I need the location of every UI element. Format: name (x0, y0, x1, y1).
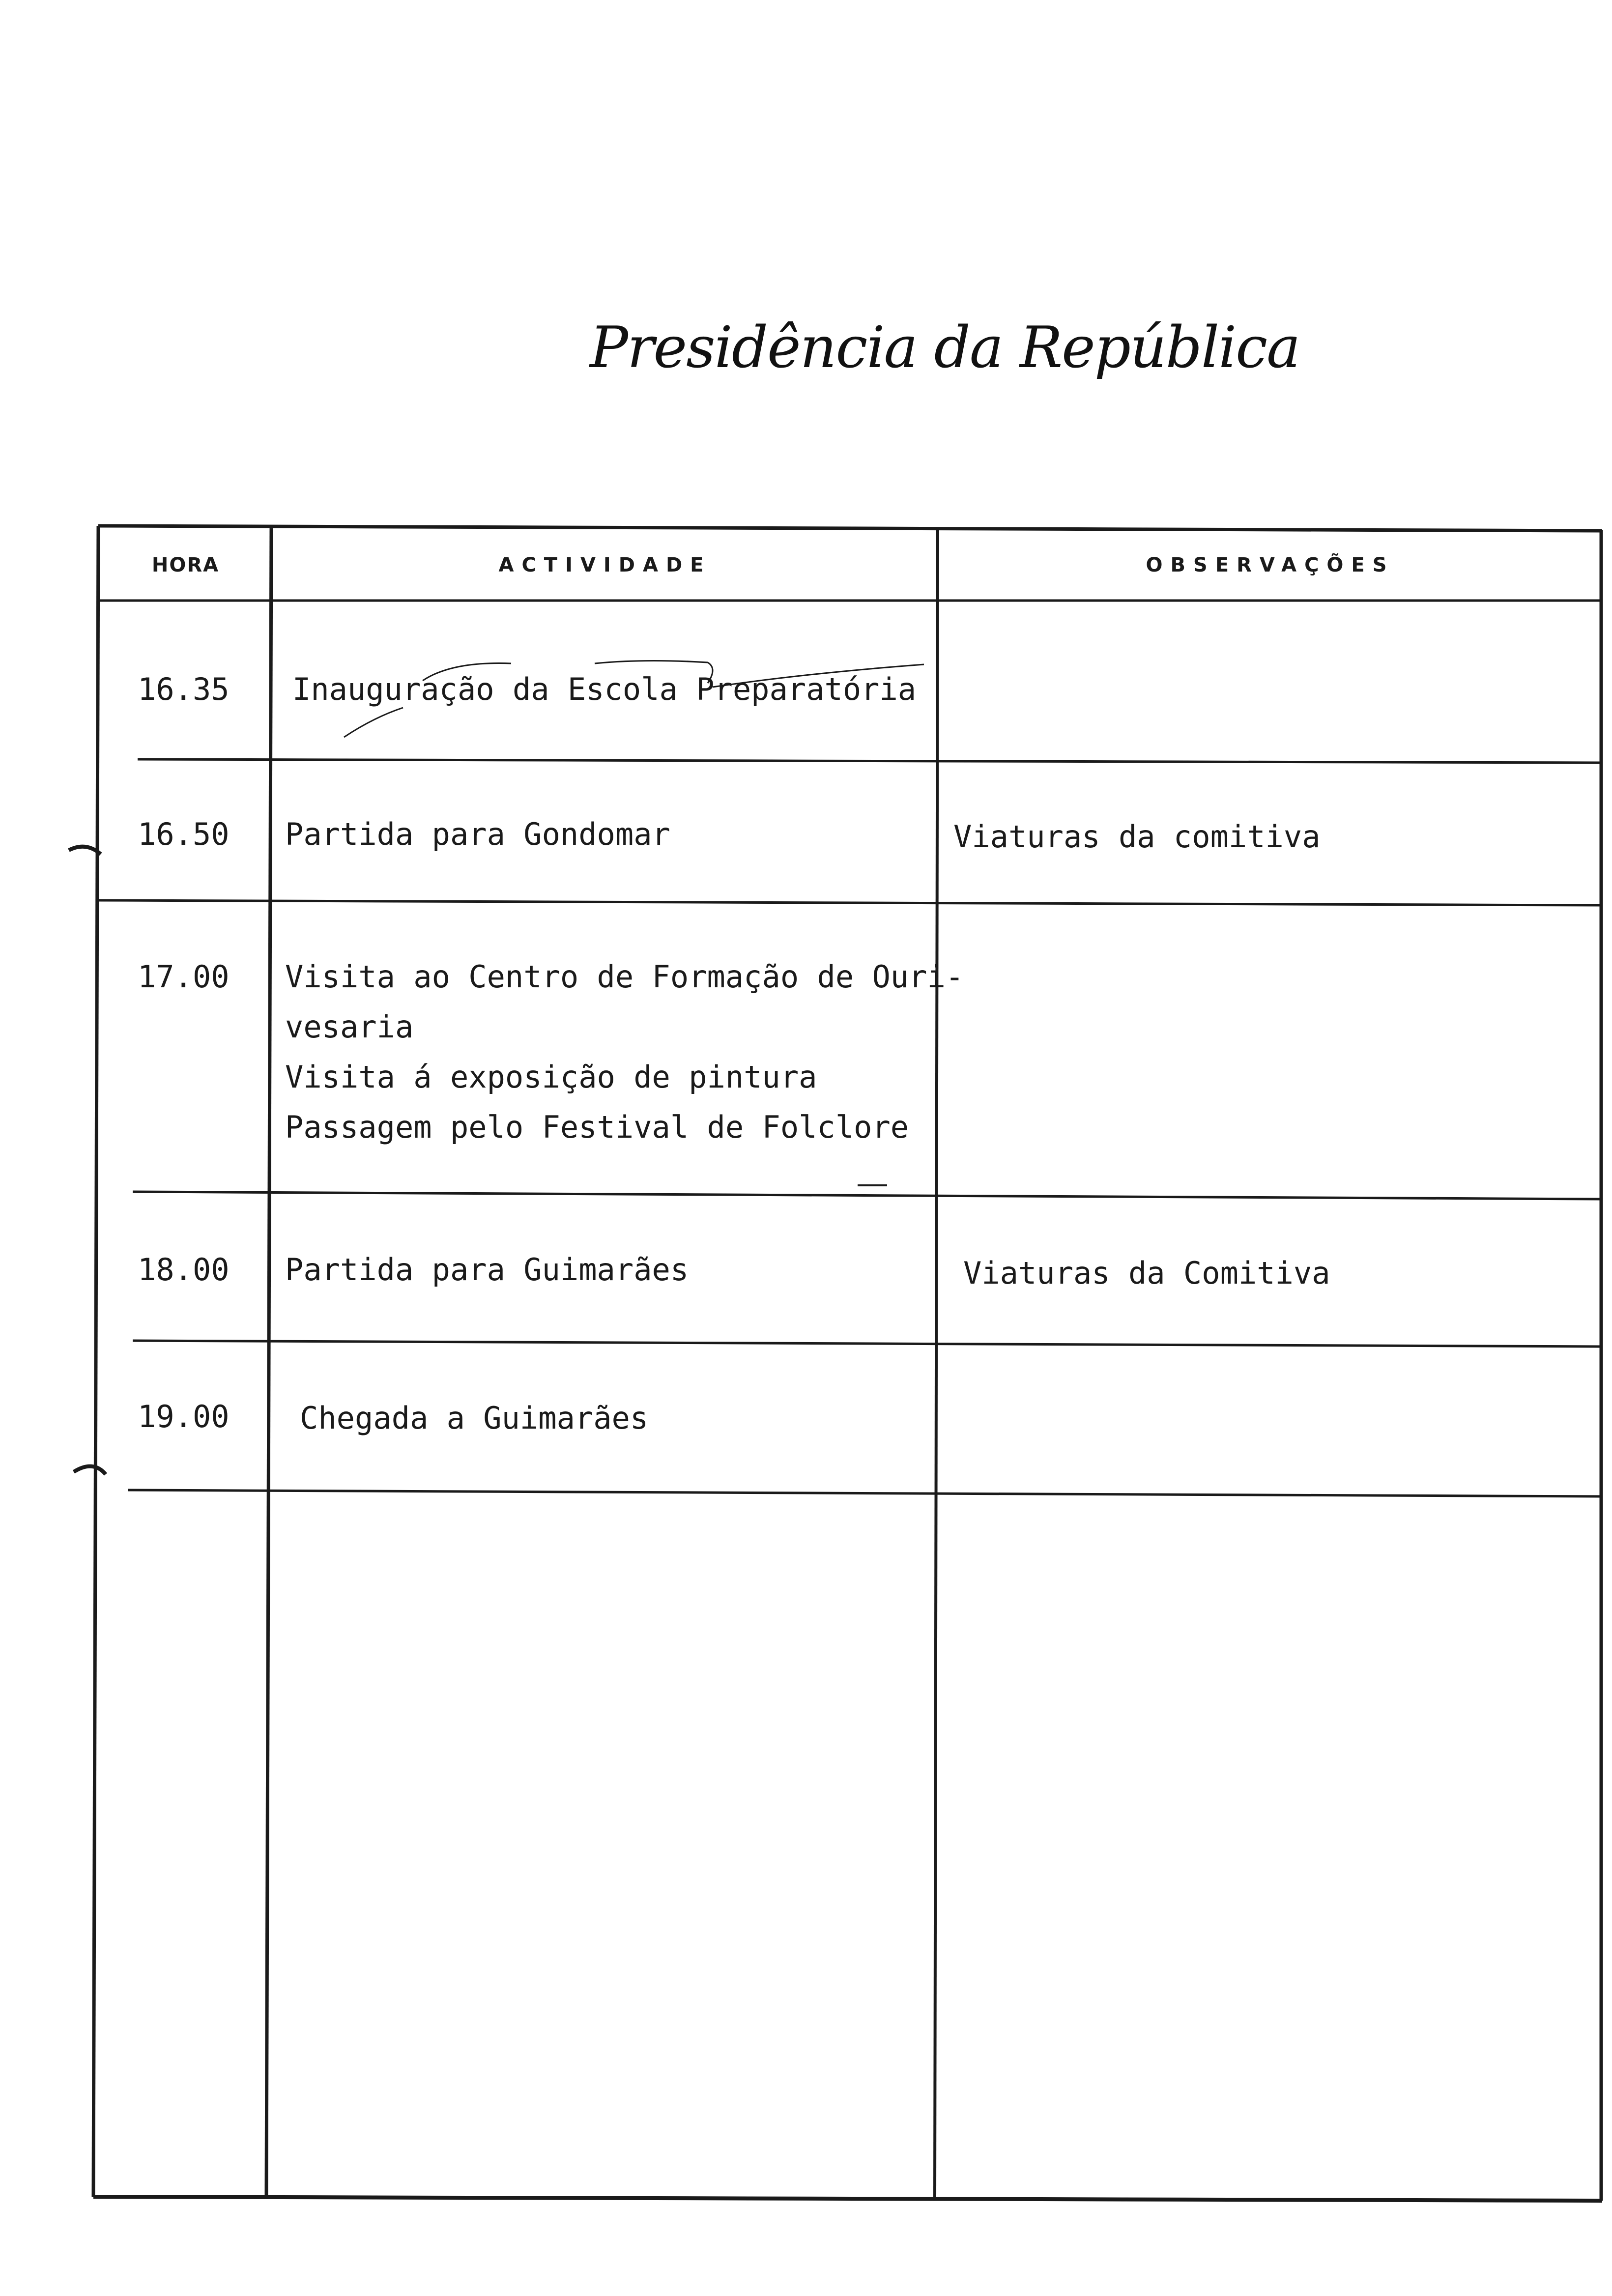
row-2-actividade-line-1: Partida para Gondomar (285, 816, 670, 852)
row-1-hora: 16.35 (138, 671, 230, 707)
header-observacoes: OBSERVAÇÕES (1146, 554, 1395, 576)
row-4-observacoes: Viaturas da Comitiva (963, 1255, 1330, 1291)
row-separator-5 (128, 1490, 1601, 1496)
row-1-actividade-line-1: Inauguração da Escola Preparatória (292, 671, 917, 707)
row-4-actividade-line-1: Partida para Guimarães (285, 1252, 689, 1288)
row-3-actividade-line-4: Passagem pelo Festival de Folclore (285, 1109, 909, 1145)
row-2-hora: 16.50 (138, 816, 230, 852)
row-separator-3 (133, 1192, 1601, 1199)
row-3-hora: 17.00 (138, 959, 230, 995)
row-separator-4 (133, 1341, 1601, 1347)
column-divider-2 (935, 530, 938, 2199)
row-separator-1 (138, 759, 1601, 763)
row-2-observacoes: Viaturas da comitiva (953, 819, 1321, 855)
row-3-actividade-line-2: vesaria (285, 1009, 414, 1045)
table-bottom-border (93, 2197, 1602, 2201)
row-3-actividade-line-3: Visita á exposição de pintura (285, 1059, 817, 1095)
row-3-actividade-line-1: Visita ao Centro de Formação de Ouri- (285, 959, 964, 995)
table-top-border (98, 526, 1602, 531)
letterhead-title: Presidência da República (590, 315, 1300, 381)
row-5-actividade-line-1: Chegada a Guimarães (300, 1400, 649, 1436)
binder-hole-top (69, 847, 101, 854)
binder-hole-bottom (74, 1466, 106, 1474)
column-divider-1 (266, 528, 271, 2198)
row-4-hora: 18.00 (138, 1252, 230, 1288)
row-separator-2 (98, 900, 1601, 905)
row-5-hora: 19.00 (138, 1399, 230, 1435)
header-hora: HORA (151, 554, 220, 576)
header-actividade: ACTIVIDADE (498, 554, 712, 576)
table-left-border (93, 526, 98, 2197)
